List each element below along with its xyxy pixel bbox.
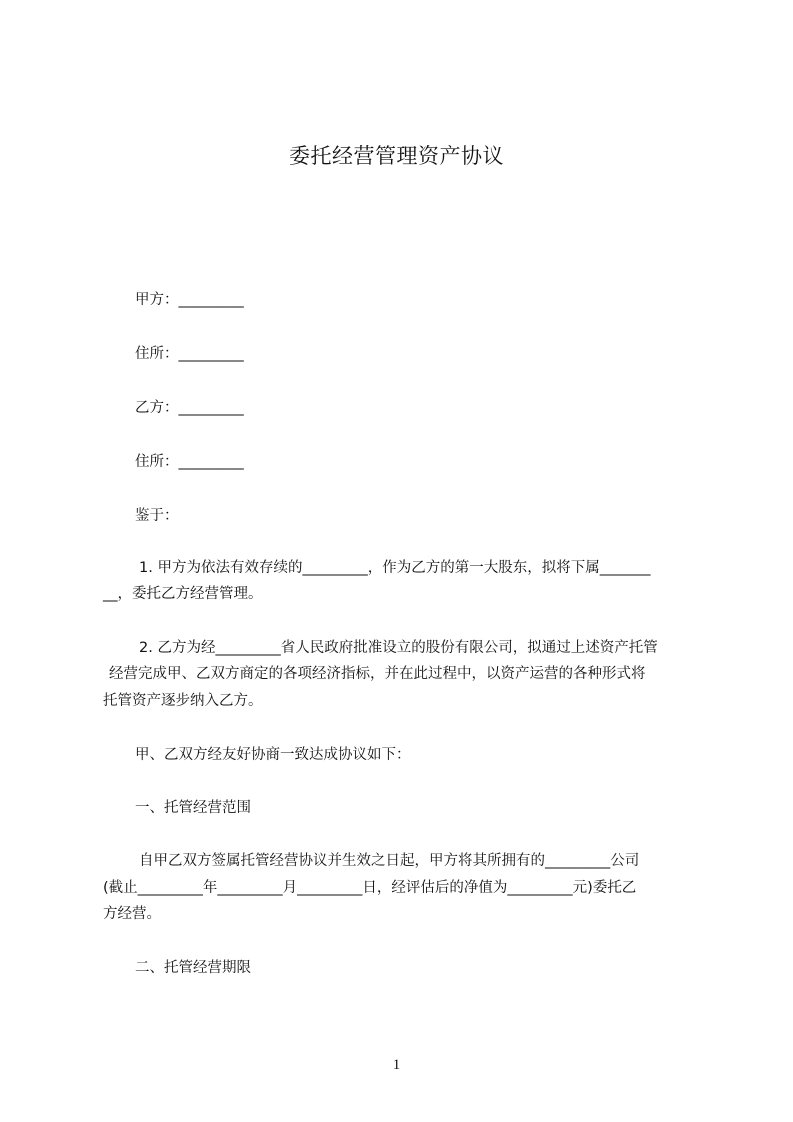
clause-2-line-2: 经营完成甲、乙双方商定的各项经济指标，并在此过程中，以资产运营的各种形式将 [109,666,646,682]
party-a-address-field: 住所：_________ [135,346,244,362]
clause-2-line-3: 托管资产逐步纳入乙方。 [103,693,263,709]
clause-1-line-2: __，委托乙方经营管理。 [103,586,263,602]
page-number: 1 [392,1057,401,1073]
section-2-heading: 二、托管经营期限 [135,960,251,976]
clause-1-line-1: 1. 甲方为依法有效存续的_________，作为乙方的第一大股东，拟将下属_______ [139,560,651,576]
section-1-line-2: (截止_________年_________月_________日，经评估后的净值为_________元)委托乙 [103,880,637,896]
party-b-field: 乙方：_________ [135,400,244,416]
section-1-line-1: 自甲乙双方签属托管经营协议并生效之日起，甲方将其所拥有的_________公司 [139,853,640,869]
whereas-label: 鉴于： [135,508,179,524]
party-b-address-field: 住所：_________ [135,454,244,470]
clause-2-line-1: 2. 乙方为经_________省人民政府批准设立的股份有限公司，拟通过上述资产托管 [139,640,658,656]
document-title: 委托经营管理资产协议 [289,144,504,168]
agreement-intro: 甲、乙双方经友好协商一致达成协议如下： [135,747,411,763]
section-1-heading: 一、托管经营范围 [135,800,251,816]
section-1-line-3: 方经营。 [103,906,161,922]
party-a-field: 甲方：_________ [135,292,244,308]
